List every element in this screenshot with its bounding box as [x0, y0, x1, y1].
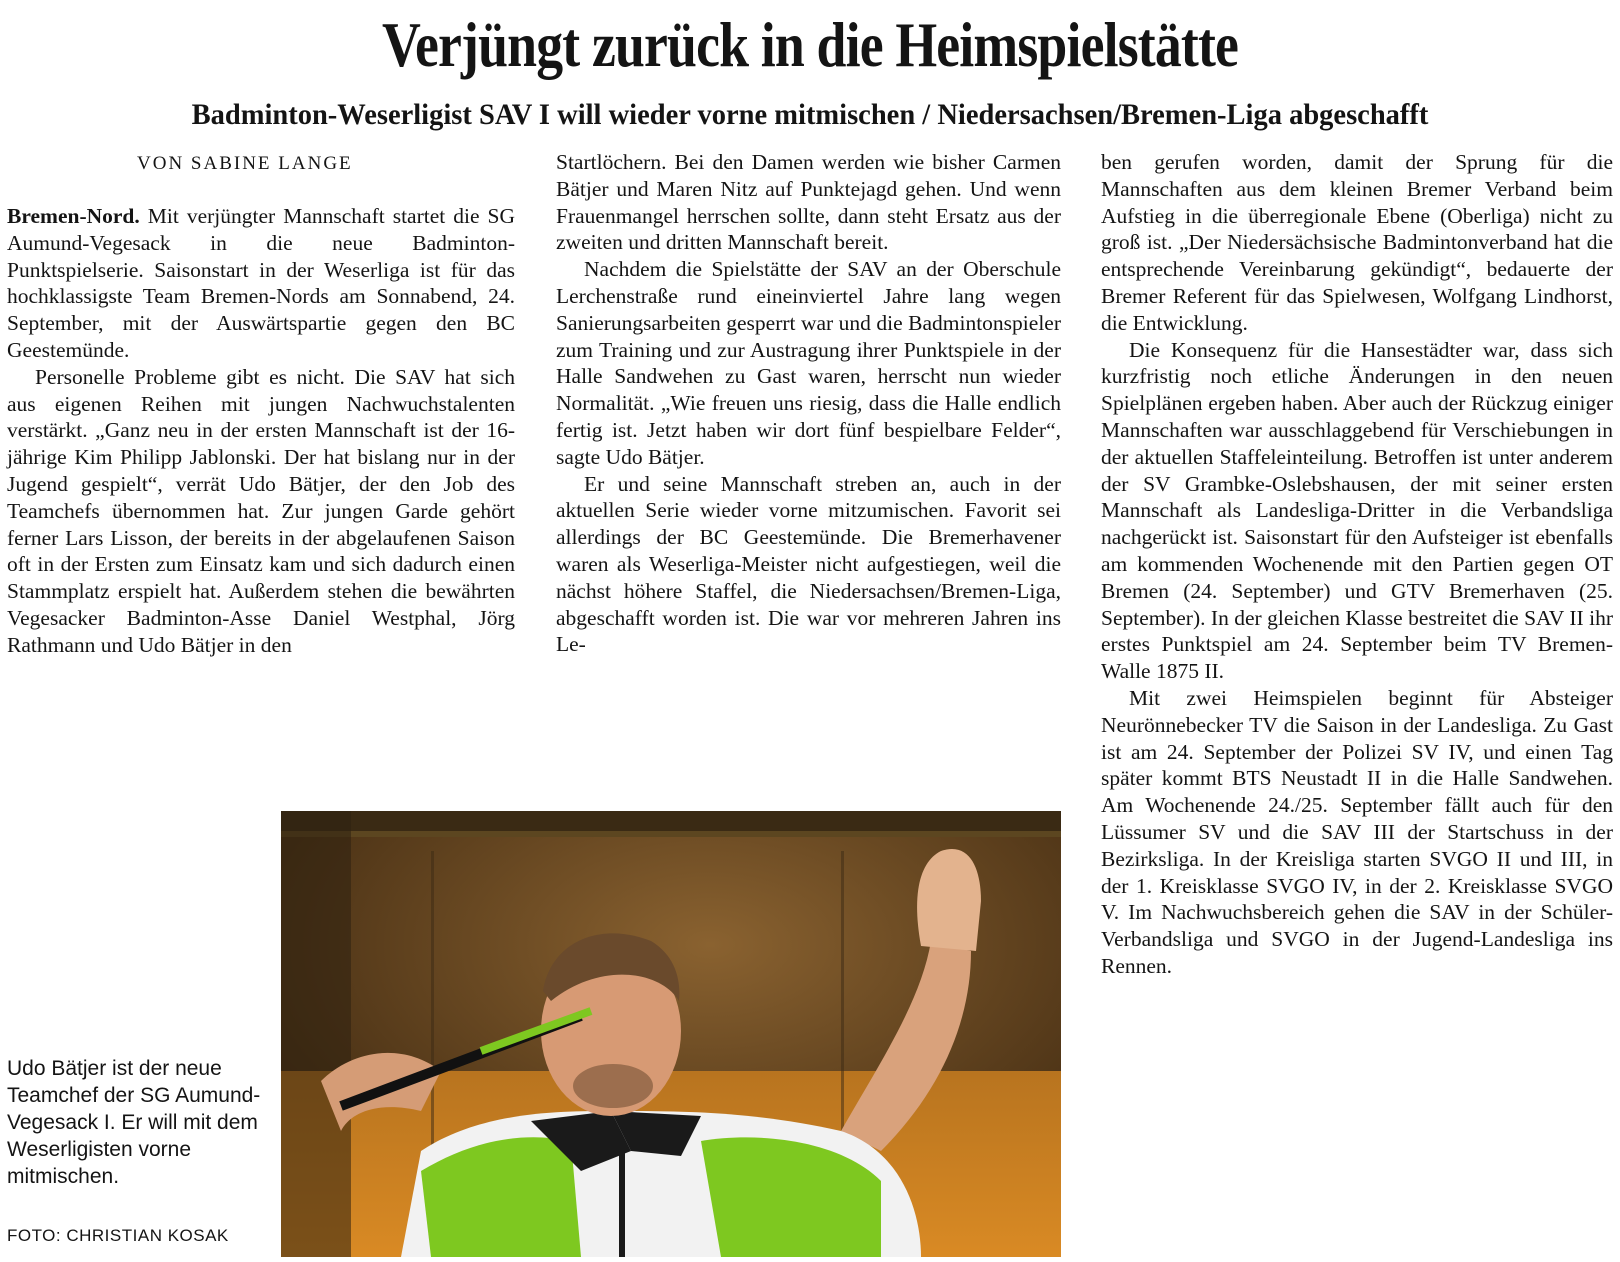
article-paragraph: Die Konsequenz für die Hansestädter war, dass sich kurzfristig noch etliche Änderungen in den neuen Spielplänen ergeben haben. Aber auch der Rückzug einiger Mannschaften war ausschlaggebend für Verschiebungen in der aktuellen Staffeleinteilung. Betroffen ist unter anderem der SV Grambke-Oslebshausen, der mit seiner ersten Mannschaft als Landesliga-Dritter in die Verbandsliga nachgerückt ist. Saisonstart für den Aufsteiger ist ebenfalls am kommenden Wochenende mit den Partien gegen OT Bremen (24. September) und GTV Bremerhaven (25. September). In der gleichen Klasse bestreitet die SAV II ihr erstes Punktspiel am 24. September beim TV Bremen-Walle 1875 II.	[1101, 337, 1613, 684]
article-column-1	[7, 203, 515, 659]
article-photo	[281, 811, 1061, 1257]
article-paragraph: Mit zwei Heimspielen beginnt für Absteiger Neurönnebecker TV die Saison in der Landesliga. Zu Gast ist am 24. September der Polizei SV IV, und einen Tag später kommt BTS Neustadt II in die Halle Sandwehen. Am Wochenende 24./25. September fällt auch für den Lüssumer SV und die SAV III der Startschuss in der Bezirksliga. In der Kreisliga starten SVGO II und III, in der 1. Kreisklasse SVGO IV, in der 2. Kreisklasse SVGO V. Im Nachwuchsbereich gehen die SAV in der Schüler-Verbandsliga und SVGO in der Jugend-Landesliga ins Rennen.	[1101, 685, 1613, 978]
article-paragraph: Personelle Probleme gibt es nicht. Die SAV hat sich aus eigenen Reihen mit jungen Nachwuchstalenten verstärkt. „Ganz neu in der ersten Mannschaft ist der 16-jährige Kim Philipp Jablonski. Der hat bislang nur in der Jugend gespielt“, verrät Udo Bätjer, der den Job des Teamchefs übernommen hat. Zur jungen Garde gehört ferner Lars Lisson, der bereits in der abgelaufenen Saison oft in der Ersten zum Einsatz kam und sich dadurch einen Stammplatz erspielt hat. Außerdem stehen die bewährten Vegesacker Badminton-Asse Daniel Westphal, Jörg Rathmann und Udo Bätjer in den	[7, 364, 515, 657]
subheadline: Badminton-Weserligist SAV I will wieder vorne mitmischen / Niedersachsen/Bremen-Liga abgeschafft	[191, 98, 1429, 131]
photo-credit: FOTO: CHRISTIAN KOSAK	[7, 1226, 229, 1245]
article-paragraph: ben gerufen worden, damit der Sprung für die Mannschaften aus dem kleinen Bremer Verband beim Aufstieg in die überregionale Ebene (Oberliga) nicht zu groß ist. „Der Niedersächsische Badmintonverband hat die entsprechende Vereinbarung gekündigt“, bedauerte der Bremer Referent für das Spielwesen, Wolfgang Lindhorst, die Entwicklung.	[1101, 150, 1613, 335]
photo-caption: Udo Bätjer ist der neue Teamchef der SG Aumund-Vegesack I. Er will mit dem Weserligisten vorne mitmischen.	[7, 1057, 261, 1188]
article-column-2	[556, 149, 1061, 658]
badminton-player-photo	[281, 811, 1061, 1257]
article-paragraph: Startlöchern. Bei den Damen werden wie bisher Carmen Bätjer und Maren Nitz auf Punktejagd gehen. Und wenn Frauenmangel herrschen sollte, dann steht Ersatz aus der zweiten und dritten Mannschaft bereit.	[556, 150, 1061, 255]
headline: Verjüngt zurück in die Heimspielstätte	[381, 9, 1239, 80]
byline: VON SABINE LANGE	[137, 153, 353, 174]
dateline: Bremen-Nord.	[7, 204, 140, 228]
article-column-3	[1101, 149, 1613, 980]
article-paragraph	[7, 203, 515, 364]
article-paragraph: Nachdem die Spielstätte der SAV an der Oberschule Lerchenstraße rund eineinviertel Jahre lang wegen Sanierungsarbeiten gesperrt war und die Badmintonspieler zum Training und zur Austragung ihrer Punktspiele in der Halle Sandwehen zu Gast waren, herrscht nun wieder Normalität. „Wie freuen uns riesig, dass die Halle endlich fertig ist. Jetzt haben wir dort fünf bespielbare Felder“, sagte Udo Bätjer.	[556, 257, 1061, 469]
article-paragraph: Er und seine Mannschaft streben an, auch in der aktuellen Serie wieder vorne mitzumischen. Favorit sei allerdings der BC Geestemünde. Die Bremerhavener waren als Weserliga-Meister nicht aufgestiegen, weil die nächst höhere Staffel, die Niedersachsen/Bremen-Liga, abgeschafft worden ist. Die war vor mehreren Jahren ins Le-	[556, 471, 1061, 657]
paragraph-text: Mit verjüngter Mannschaft startet die SG Aumund-Vegesack in die neue Badminton-Punktspielserie. Saisonstart in der Weserliga ist für das hochklassigste Team Bremen-Nords am Sonnabend, 24. September, mit der Auswärtspartie gegen den BC Geestemünde.	[7, 204, 515, 362]
